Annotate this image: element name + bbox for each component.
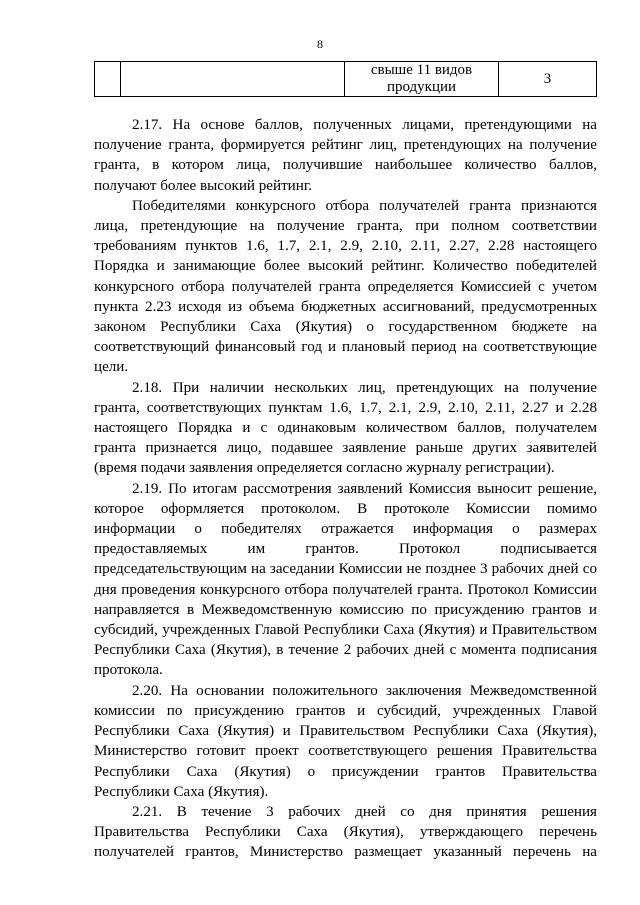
body-text: [94, 115, 597, 863]
table-cell: [121, 62, 345, 97]
criteria-table: [94, 61, 597, 97]
paragraph-2-19: 2.19. По итогам рассмотрения заявлений Комиссия выносит решение, которое оформляется протоколом. В протоколе Комиссии помимо информации о победителях отражается информация о размерах предоставляемых им грантов. Протокол подписывается председательствующим на заседании Комиссии не позднее 3 рабочих дней со дня проведения конкурсного отбора получателей гранта. Протокол Комиссии направляется в Межведомственную комиссию по присуждению грантов и субсидий, учрежденных Главой Республики Саха (Якутия) и Правительством Республики Саха (Якутия), в течение 2 рабочих дней с момента подписания протокола.: [94, 480, 597, 679]
paragraph-2-17: 2.17. На основе баллов, полученных лицами, претендующими на получение гранта, формируется рейтинг лиц, претендующих на получение гранта, в котором лица, получившие наибольшее количество баллов, получают более высокий рейтинг.: [94, 117, 597, 194]
paragraph-winners: Победителями конкурсного отбора получателей гранта признаются лица, претендующие на получение гранта, при полном соответствии требованиям пунктов 1.6, 1.7, 2.1, 2.9, 2.10, 2.11, 2.27, 2.28 настоящего Порядка и занимающие более высокий рейтинг. Количество победителей конкурсного отбора получателей гранта определяется Комиссией с учетом пункта 2.23 исходя из объема бюджетных ассигнований, предусмотренных законом Республики Саха (Якутия) о государственном бюджете на соответствующий финансовый год и плановый период на соответствующие цели.: [94, 197, 597, 376]
table-cell: свыше 11 видов продукции: [345, 62, 499, 97]
table-cell: 3: [499, 62, 597, 97]
table-row: [95, 62, 597, 97]
paragraph-2-18: 2.18. При наличии нескольких лиц, претендующих на получение гранта, соответствующих пунктам 1.6, 1.7, 2.1, 2.9, 2.10, 2.11, 2.27 и 2.28 настоящего Порядка и с одинаковым количеством баллов, получателем гранта признается лицо, подавшее заявление раньше других заявителей (время подачи заявления определяется согласно журналу регистрации).: [94, 379, 597, 477]
page-number: 8: [317, 37, 323, 51]
paragraph-2-20: 2.20. На основании положительного заключения Межведомственной комиссии по присуждению грантов и субсидий, учрежденных Главой Республики Саха (Якутия) и Правительством Республики Саха (Якутия), Министерство готовит проект соответствующего решения Правительства Республики Саха (Якутия) о присуждении грантов Правительства Республики Саха (Якутия).: [94, 682, 597, 800]
table-cell: [95, 62, 121, 97]
paragraph-2-21: 2.21. В течение 3 рабочих дней со дня принятия решения Правительства Республики Саха (Якутия), утверждающего перечень получателей грантов, Министерство размещает указанный перечень на: [94, 803, 597, 861]
